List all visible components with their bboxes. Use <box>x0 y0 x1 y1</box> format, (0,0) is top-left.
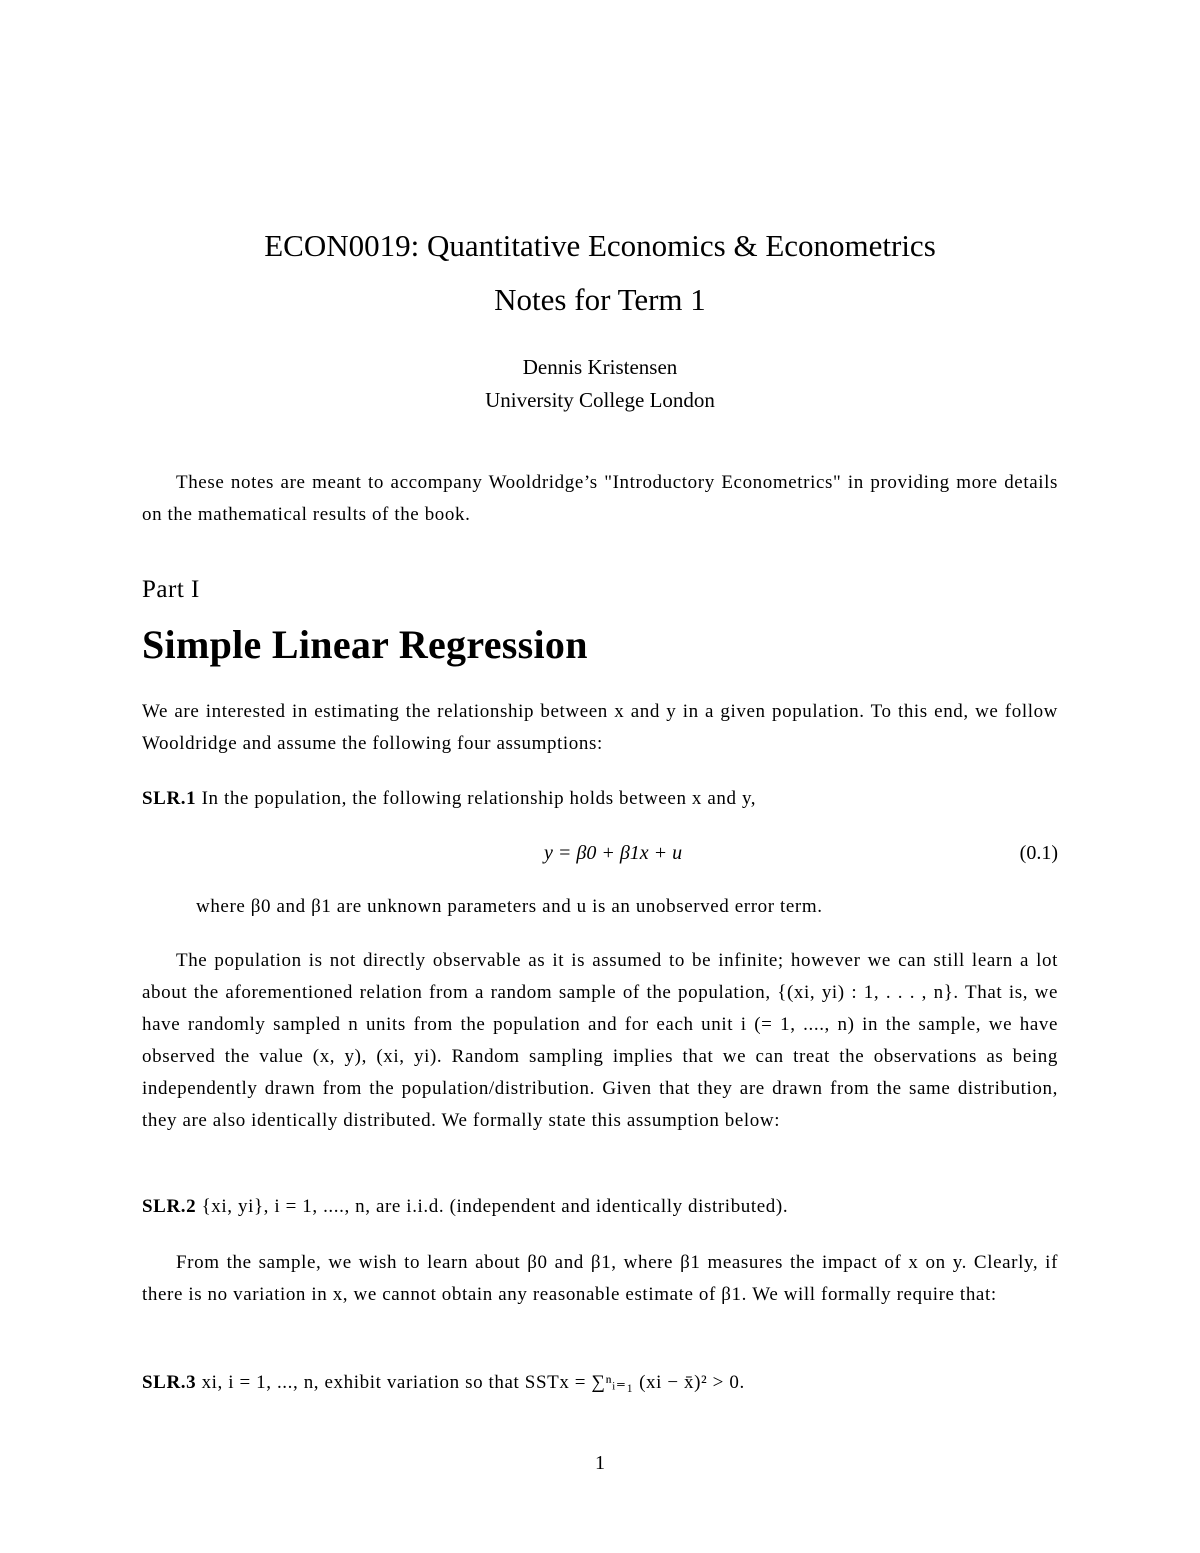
paragraph-2: The population is not directly observable as it is assumed to be infinite; however we can still learn a lot about the aforementioned relation from a random sample of the population, {(xi, yi) : 1, . . . , n}. That is, we have randomly sampled n units from the population and for each unit i (= 1, ...., n) in the sample, we have observed the value (x, y), (xi, yi). Random sampling implies that we can treat the observations as being independently drawn from the population/distribution. Given that they are drawn from the same distribution, they are also identically distributed. We formally state this assumption below: <box>142 950 1058 1131</box>
paragraph-3: From the sample, we wish to learn about β0 and β1, where β1 measures the impact of x on y. Clearly, if there is no variation in x, we cannot obtain any reasonable estimate of β1. We will formally require that: <box>142 1252 1058 1305</box>
document-subtitle: Notes for Term 1 <box>494 282 706 317</box>
assumption-slr2 <box>142 1191 1058 1223</box>
assumption-slr1 <box>142 783 1058 815</box>
assumption-label: SLR.1 <box>142 788 197 809</box>
equation-number: (0.1) <box>1019 842 1058 864</box>
author-affiliation: University College London <box>485 388 715 412</box>
intro-paragraph: These notes are meant to accompany Wooldridge’s "Introductory Econometrics" in providing more details on the mathematical results of the book. <box>142 472 1058 525</box>
assumption-label: SLR.2 <box>142 1196 197 1217</box>
equation-explanation: where β0 and β1 are unknown parameters and u is an unobserved error term. <box>196 896 823 917</box>
part-label: Part I <box>142 576 200 603</box>
assumption-slr3 <box>142 1367 1058 1399</box>
paragraph-1: We are interested in estimating the relationship between x and y in a given population. To this end, we follow Wooldridge and assume the following four assumptions: <box>142 701 1058 754</box>
document-title: ECON0019: Quantitative Economics & Econometrics <box>264 228 936 263</box>
assumption-text: In the population, the following relationship holds between x and y, <box>201 788 757 809</box>
assumption-text: xi, i = 1, ..., n, exhibit variation so that SSTx = ∑ⁿᵢ₌₁ (xi − x̄)² > 0. <box>201 1372 745 1393</box>
assumption-label: SLR.3 <box>142 1372 197 1393</box>
assumption-text: {xi, yi}, i = 1, ...., n, are i.i.d. (independent and identically distributed). <box>201 1196 789 1217</box>
page-number: 1 <box>595 1452 605 1474</box>
author-name: Dennis Kristensen <box>522 355 678 379</box>
equation-0-1: y = β0 + β1x + u <box>544 842 683 864</box>
section-title: Simple Linear Regression <box>142 622 588 667</box>
